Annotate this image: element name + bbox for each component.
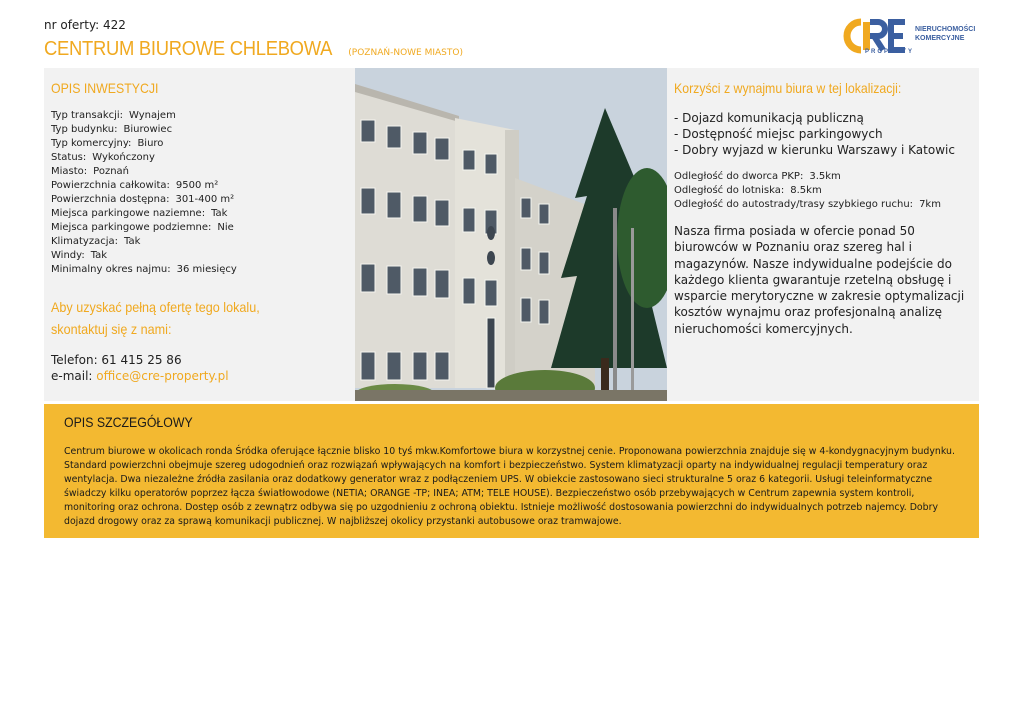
fact-row: [51, 165, 237, 179]
fact-row: [51, 193, 237, 207]
detail-text: Centrum biurowe w okolicach ronda Śródka oferujące łącznie blisko 10 tyś mkw.Komfortowe biura w korzystnej cenie. Proponowana powierzchnia znajduje się w 4-kondygnacyjnym budynku. Standard powierzchni obejmuje szereg udogodnień oraz rozwiązań wpływających na komfort i bezpieczeństwo. System klimatyzacji oparty na indywidualnej regulacji temperatury oraz wentylacja. Dwa niezależne źródła zasilania oraz dodatkowy generator wraz z podłączeniem UPS. W obiekcie zastosowano sieci strukturalne 5 oraz 6 kategorii. Usługi teleinformatyczne świadczy kilku operatorów poprzez łącza światłowodowe (NETIA; ORANGE -TP; INEA; ATM; TELE HOUSE). Bezpieczeństwo osób przebywających w Centrum zapewnia system kontroli, monitoring oraz ochrona. Dostęp osób z zewnątrz odbywa się po uzgodnieniu z ochroną obiektu. Istnieje możliwość dostosowania powierzchni do indywidualnych potrzeb najemcy. Dobry dojazd drogowy oraz za sprawą komunikacji publicznej. W najbliższej okolicy przystanki autobusowe oraz tramwajowe.: [64, 446, 955, 528]
fact-value: Wykończony: [92, 152, 155, 163]
phone-number: Telefon: 61 415 25 86: [51, 353, 182, 367]
list-item: - Dojazd komunikacją publiczną: [674, 111, 864, 125]
fact-value: Tak: [90, 250, 108, 261]
contact-call-to-action: [51, 296, 260, 340]
fact-label: Typ budynku:: [51, 124, 118, 135]
fact-value: Biurowiec: [123, 124, 173, 135]
benefits-panel: [667, 68, 979, 401]
fact-value: Poznań: [93, 166, 130, 177]
fact-label: Minimalny okres najmu:: [51, 264, 171, 275]
fact-row: [51, 249, 237, 263]
fact-value: Biuro: [137, 138, 164, 149]
fact-value: Nie: [217, 222, 234, 233]
distance-label: Odległość do dworca PKP:: [674, 171, 804, 182]
fact-value: 36 miesięcy: [176, 264, 237, 275]
fact-label: Typ transakcji:: [51, 110, 124, 121]
list-item: - Dostępność miejsc parkingowych: [674, 127, 883, 141]
fact-row: [51, 151, 237, 165]
offer-number: nr oferty: 422: [44, 18, 126, 32]
fact-label: Typ komercyjny:: [51, 138, 132, 149]
investment-panel: [44, 68, 355, 401]
fact-row: [51, 179, 237, 193]
building-name: CENTRUM BIUROWE CHLEBOWA: [44, 38, 333, 60]
fact-row: [51, 109, 237, 123]
logo-line-1: NIERUCHOMOŚCI: [915, 26, 976, 33]
distance-row: [674, 198, 941, 212]
fact-row: [51, 207, 237, 221]
benefits-header: Korzyści z wynajmu biura w tej lokalizacji:: [674, 80, 902, 96]
fact-label: Status:: [51, 152, 87, 163]
email-row: [51, 368, 229, 384]
list-item: - Dobry wyjazd w kierunku Warszawy i Katowic: [674, 143, 955, 157]
building-location: (POZNAŃ-NOWE MIASTO): [348, 48, 463, 58]
detail-header: OPIS SZCZEGÓŁOWY: [64, 414, 193, 430]
distance-value: 8.5km: [790, 185, 822, 196]
fact-label: Powierzchnia całkowita:: [51, 180, 170, 191]
distance-row: [674, 184, 941, 198]
building-photo: [355, 68, 667, 401]
fact-label: Miasto:: [51, 166, 88, 177]
distances: [674, 170, 941, 212]
fact-value: Tak: [123, 236, 141, 247]
fact-value: 301-400 m²: [175, 194, 235, 205]
fact-row: [51, 221, 237, 235]
email-label: e-mail:: [51, 369, 93, 383]
investment-header: OPIS INWESTYCJI: [51, 80, 159, 96]
distance-value: 7km: [919, 199, 941, 210]
fact-row: [51, 263, 237, 277]
email-link[interactable]: office@cre-property.pl: [96, 369, 229, 383]
distance-row: [674, 170, 941, 184]
logo-line-2: KOMERCYJNE: [915, 35, 965, 42]
logo-tagline: PROPERTY: [865, 49, 915, 55]
building-photo-image: [355, 68, 667, 401]
distance-label: Odległość do lotniska:: [674, 185, 785, 196]
fact-value: Wynajem: [129, 110, 176, 121]
fact-label: Miejsca parkingowe podziemne:: [51, 222, 212, 233]
distance-value: 3.5km: [809, 171, 841, 182]
fact-label: Klimatyzacja:: [51, 236, 118, 247]
fact-row: [51, 123, 237, 137]
fact-row: [51, 137, 237, 151]
investment-facts: [51, 109, 237, 277]
fact-label: Windy:: [51, 250, 85, 261]
fact-row: [51, 235, 237, 249]
page-title: [44, 38, 463, 61]
distance-label: Odległość do autostrady/trasy szybkiego ruchu:: [674, 199, 914, 210]
contact-info: [51, 352, 229, 384]
cta-line-1: Aby uzyskać pełną ofertę tego lokalu,: [51, 299, 260, 315]
detail-section: [44, 404, 979, 538]
benefits-list: [674, 110, 955, 158]
fact-value: Tak: [211, 208, 228, 219]
cta-line-2: skontaktuj się z nami:: [51, 321, 172, 337]
company-description: Nasza firma posiada w ofercie ponad 50 biurowców w Poznaniu oraz szereg hal i magazynów. Nasze indywidualne podejście do każdego klienta gwarantuje rzetelną obsługę i wsparcie merytoryczne w zakresie optymalizacji kosztów wynajmu oraz profesjonalną analizę nieruchomości komercyjnych.: [674, 224, 965, 336]
fact-value: 9500 m²: [175, 180, 219, 191]
fact-label: Miejsca parkingowe naziemne:: [51, 208, 206, 219]
company-logo: [843, 16, 983, 60]
fact-label: Powierzchnia dostępna:: [51, 194, 170, 205]
